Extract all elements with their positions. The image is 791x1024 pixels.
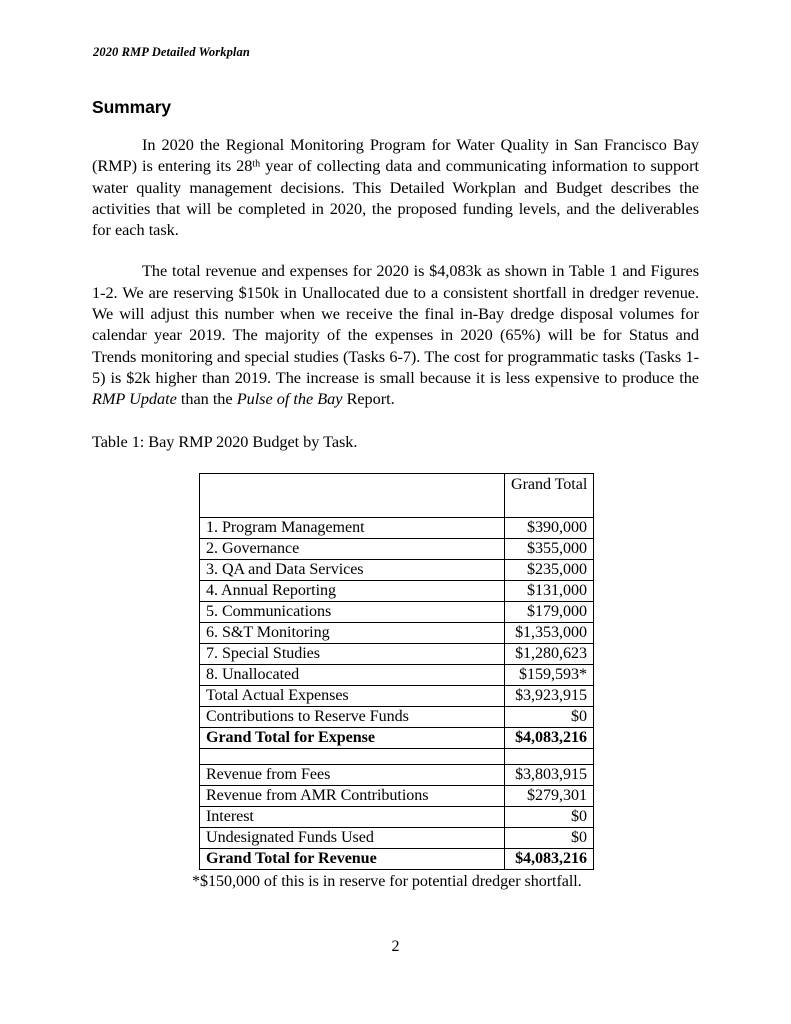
table-row: [200, 580, 594, 601]
table-row: [200, 559, 594, 580]
table-row: [200, 517, 594, 538]
table-cell-value: $4,083,216: [505, 727, 594, 748]
table-caption: Table 1: Bay RMP 2020 Budget by Task.: [92, 431, 358, 451]
budget-table-body: [200, 473, 594, 869]
table-cell-label: 4. Annual Reporting: [200, 580, 505, 601]
table-row: [200, 727, 594, 748]
table-cell-value: $390,000: [505, 517, 594, 538]
paragraph-1-text-part-2: year of collecting data and communicating information to support water quality management decisions. This Detailed Workplan and Budget describes the activities that will be completed in 2020, the proposed funding levels, and the deliverables for each task.: [92, 156, 699, 240]
rmp-update-title: RMP Update: [92, 389, 177, 409]
table-cell-label: 5. Communications: [200, 601, 505, 622]
table-cell-value: $159,593*: [505, 664, 594, 685]
table-row: [200, 622, 594, 643]
table-cell-label: 1. Program Management: [200, 517, 505, 538]
summary-paragraph-2: [92, 260, 699, 409]
table-header-label: [200, 473, 505, 517]
table-spacer-row: [200, 748, 594, 764]
table-row: [200, 706, 594, 727]
table-header-row: [200, 473, 594, 517]
table-cell-label: Contributions to Reserve Funds: [200, 706, 505, 727]
running-header: 2020 RMP Detailed Workplan: [93, 45, 250, 59]
table-cell-label: 6. S&T Monitoring: [200, 622, 505, 643]
table-cell-value: $279,301: [505, 785, 594, 806]
table-row: [200, 664, 594, 685]
table-row: [200, 848, 594, 869]
budget-table: [199, 473, 594, 870]
ordinal-suffix-superscript: th: [252, 158, 261, 170]
table-row: [200, 685, 594, 706]
paragraph-2-text-part-1: The total revenue and expenses for 2020 is $4,083k as shown in Table 1 and Figures 1-2. We are reserving $150k in Unallocated due to a consistent shortfall in dredger revenue. We will adjust this number when we receive the final in-Bay dredge disposal volumes for calendar year 2019. The majority of the expenses in 2020 (65%) will be for Status and Trends monitoring and special studies (Tasks 6-7). The cost for programmatic tasks (Tasks 1-5) is $2k higher than 2019. The increase is small because it is less expensive to produce the: [92, 261, 699, 387]
paragraph-2-text-part-3: Report.: [342, 389, 395, 409]
table-cell-value: $3,803,915: [505, 764, 594, 785]
table-cell-value: $355,000: [505, 538, 594, 559]
table-cell-value: $0: [505, 827, 594, 848]
paragraph-2-text-part-2: than the: [176, 389, 237, 409]
table-cell-label: Grand Total for Expense: [200, 727, 505, 748]
table-row: [200, 538, 594, 559]
table-cell-label: Undesignated Funds Used: [200, 827, 505, 848]
table-cell-label: Revenue from AMR Contributions: [200, 785, 505, 806]
budget-table-container: [92, 473, 699, 870]
table-cell-label: Total Actual Expenses: [200, 685, 505, 706]
table-cell-value: $0: [505, 706, 594, 727]
table-row: [200, 643, 594, 664]
table-row: [200, 806, 594, 827]
table-cell-label: 3. QA and Data Services: [200, 559, 505, 580]
table-cell-value: $235,000: [505, 559, 594, 580]
page-number: 2: [391, 938, 400, 955]
table-row: [200, 601, 594, 622]
table-cell-label: [200, 748, 505, 764]
paragraph-1-text-part-1: In 2020 the Regional Monitoring Program for Water Quality in San Francisco Bay (RMP) is entering its 28: [92, 135, 699, 176]
table-cell-value: $1,353,000: [505, 622, 594, 643]
table-cell-label: 7. Special Studies: [200, 643, 505, 664]
table-cell-value: $1,280,623: [505, 643, 594, 664]
table-header-grand-total: Grand Total: [505, 473, 594, 517]
table-cell-label: 2. Governance: [200, 538, 505, 559]
pulse-of-the-bay-title: Pulse of the Bay: [236, 389, 343, 409]
table-row: [200, 785, 594, 806]
table-footnote: *$150,000 of this is in reserve for potential dredger shortfall.: [192, 872, 582, 890]
table-cell-label: 8. Unallocated: [200, 664, 505, 685]
table-cell-value: $179,000: [505, 601, 594, 622]
table-row: [200, 764, 594, 785]
table-cell-label: Interest: [200, 806, 505, 827]
table-cell-label: Revenue from Fees: [200, 764, 505, 785]
table-row: [200, 827, 594, 848]
table-cell-value: $4,083,216: [505, 848, 594, 869]
page-title: Summary: [92, 97, 172, 117]
table-cell-value: $3,923,915: [505, 685, 594, 706]
table-cell-label: Grand Total for Revenue: [200, 848, 505, 869]
table-cell-value: $131,000: [505, 580, 594, 601]
summary-paragraph-1: [92, 134, 699, 240]
table-cell-value: $0: [505, 806, 594, 827]
table-cell-value: [505, 748, 594, 764]
